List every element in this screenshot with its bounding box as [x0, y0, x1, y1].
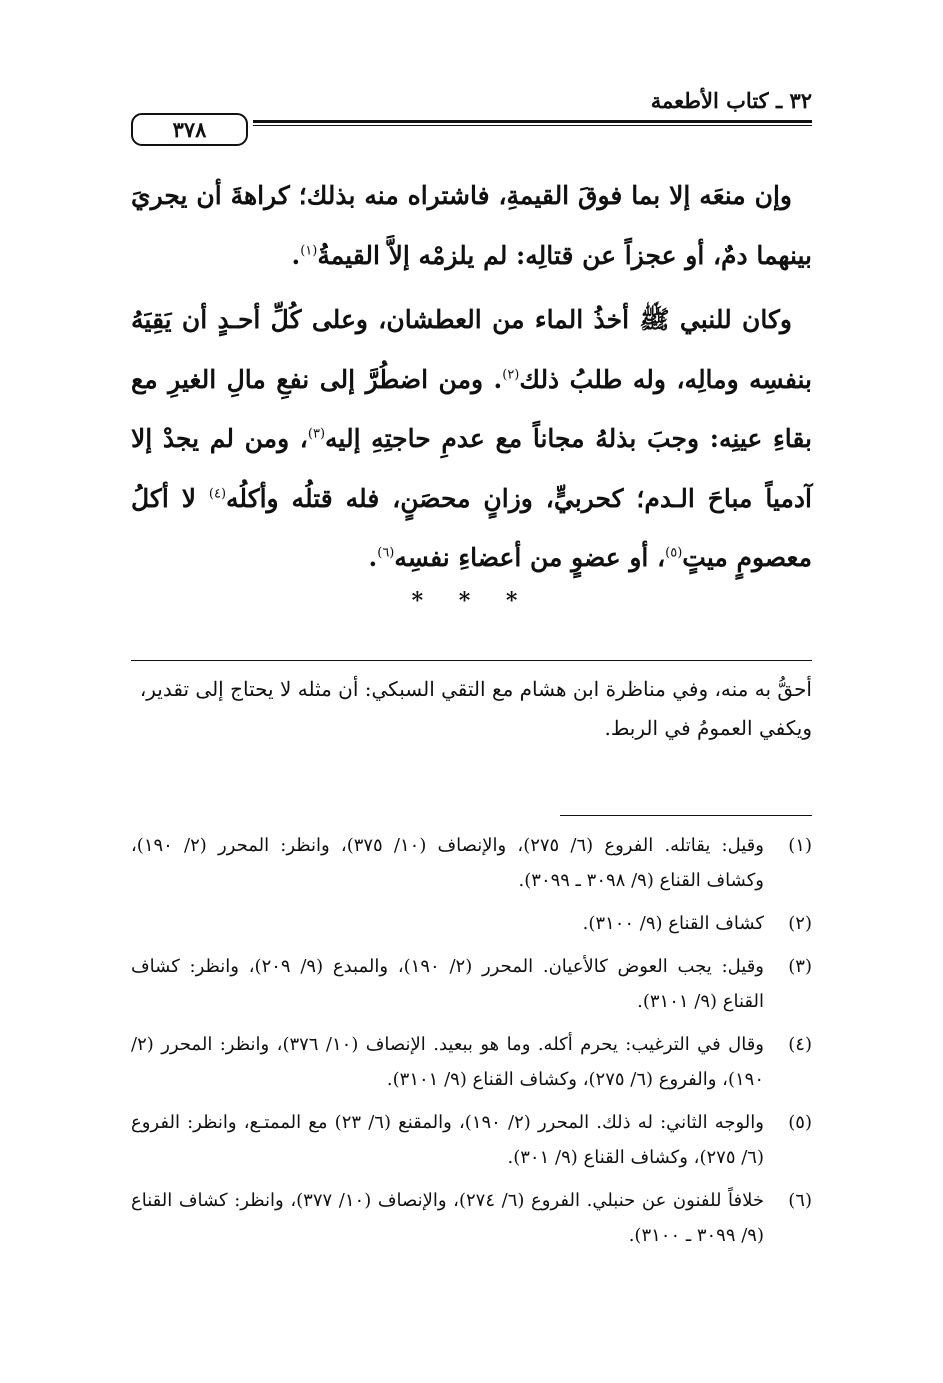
footnote-number: (٤) [788, 1034, 812, 1055]
footnote-number: (٣) [788, 956, 812, 977]
text-run: وكان للنبي ﷺ أخذُ الماء من العطشان، وعلى كُلِّ أحـدٍ أن يَقِيَهُ بنفسِه ومالِه، وله طلبُ ذلك [131, 305, 812, 394]
continued-note [131, 670, 812, 748]
footnote-ref-6[interactable]: (٦) [377, 545, 395, 561]
text-run: ، أو عضوٍ من أعضاءِ نفسِه [394, 543, 666, 572]
footnote-2 [131, 906, 812, 941]
footnotes [131, 828, 812, 1261]
header-rule-thin [253, 125, 812, 126]
footnote-ref-3[interactable]: (٣) [307, 426, 326, 442]
text-run: ، ومن لم يجدْ إلا آدمياً مباحَ الـدم؛ كحربيٍّ، وزانٍ محصَنٍ، فله قتلُه وأكلُه [131, 424, 813, 513]
continued-note-rule [131, 660, 812, 661]
text-run: . [368, 543, 378, 572]
footnote-text: وقيل: يقاتله. الفروع (٦/ ٢٧٥)، والإنصاف (١٠/ ٣٧٥)، وانظر: المحرر (٢/ ١٩٠)، وكشاف القناع (٩/ ٣٠٩٨ ـ ٣٠٩٩). [131, 835, 764, 891]
text-run: لا أكلُ معصومٍ ميتٍ [131, 483, 812, 572]
page-number: ٣٧٨ [131, 113, 248, 146]
main-text [131, 166, 812, 588]
footnote-text: كشاف القناع (٩/ ٣١٠٠). [582, 913, 764, 934]
footnote-rule [560, 815, 812, 816]
footnote-ref-2[interactable]: (٢) [502, 367, 520, 383]
footnote-ref-5[interactable]: (٥) [665, 545, 683, 561]
footnote-5 [131, 1105, 812, 1175]
text-run: . [291, 240, 301, 270]
continued-note-line: أحقُّ به منه، وفي مناظرة ابن هشام مع التقي السبكي: أن مثله لا يحتاج إلى تقدير، [139, 677, 812, 701]
footnote-text: والوجه الثاني: له ذلك. المحرر (٢/ ١٩٠)، والمقنع (٦/ ٢٣) مع الممتـع، وانظر: الفروع (٦/ ٢٧٥)، وكشاف القناع (٩/ ٣٠١). [131, 1112, 764, 1168]
footnote-4 [131, 1027, 812, 1097]
footnote-text: وقال في الترغيب: يحرم أكله. وما هو ببعيد. الإنصاف (١٠/ ٣٧٦)، وانظر: المحرر (٢/ ١٩٠)، والفروع (٦/ ٢٧٥)، وكشاف القناع (٩/ ٣١٠١). [131, 1034, 765, 1090]
footnote-text: وقيل: يجب العوض كالأعيان. المحرر (٢/ ١٩٠)، والمبدع (٩/ ٢٠٩)، وانظر: كشاف القناع (٩/ ٣١٠١). [131, 956, 764, 1012]
footnote-3 [131, 949, 812, 1019]
header-rule-thick [253, 120, 812, 123]
continued-note-line: ويكفي العمومُ في الربط. [604, 716, 812, 740]
footnote-6 [131, 1183, 812, 1253]
text-run: وإن منعَه إلا بما فوقَ القيمةِ، فاشتراه منه بذلك؛ كراهةَ أن يجريَ بينهما دمٌ، أو عجزاً عن قتالِه: لم يلزمْه إلاَّ القيمةُ [131, 181, 812, 270]
paragraph-2 [131, 290, 812, 588]
footnote-number: (١) [788, 835, 812, 856]
footnote-number: (٦) [788, 1190, 812, 1211]
footnote-ref-4[interactable]: (٤) [208, 486, 227, 502]
footnote-number: (٢) [788, 913, 812, 934]
text-run: . ومن اضطُرَّ إلى نفعِ مالِ الغيرِ مع بقاءِ عينِه: وجبَ بذلهُ مجاناً مع عدمِ حاجتِهِ إليه [131, 364, 812, 453]
footnote-ref-1[interactable]: (١) [300, 243, 318, 259]
footnote-1 [131, 828, 812, 898]
footnote-text: خلافاً للفنون عن حنبلي. الفروع (٦/ ٢٧٤)، والإنصاف (١٠/ ٣٧٧)، وانظر: كشاف القناع (٩/ ٣٠٩٩ ـ ٣١٠٠). [131, 1190, 764, 1246]
paragraph-1 [131, 166, 812, 285]
footnote-number: (٥) [788, 1112, 812, 1133]
chapter-title: ٣٢ ـ كتاب الأطعمة [650, 88, 812, 113]
section-separator: * * * [411, 588, 532, 614]
